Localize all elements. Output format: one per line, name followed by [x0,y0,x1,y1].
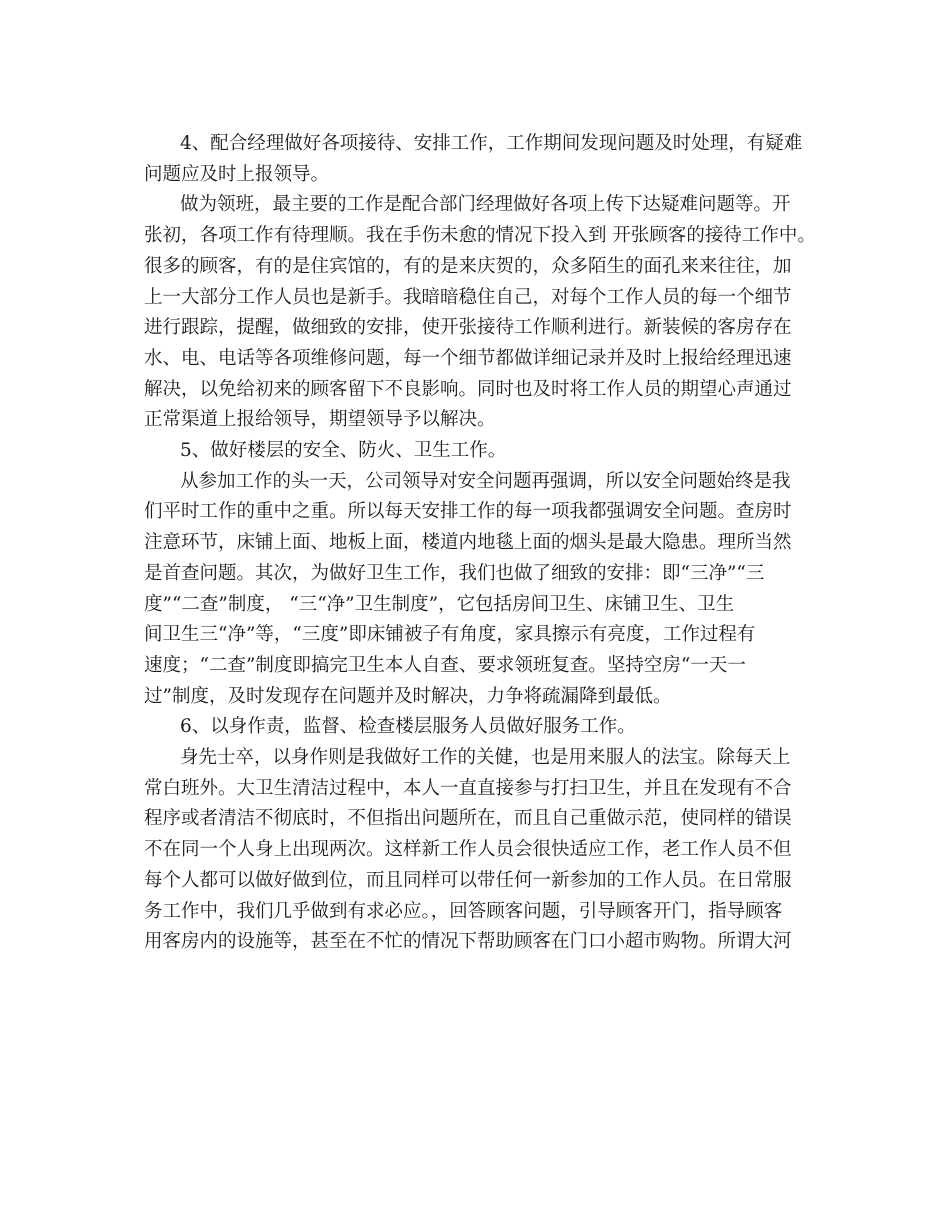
text-line: 是首查问题。其次，为做好卫生工作，我们也做了细致的安排：即“三净”“三 [144,562,765,584]
text-line: 进行跟踪，提醒，做细致的安排，使开张接待工作顺利进行。新装候的客房存在 [144,317,792,339]
text-line: 度”“二查”制度， “三“净”卫生制度”，它包括房间卫生、床铺卫生、卫生 [144,593,735,615]
text-line: 解决，以免给初来的顾客留下不良影响。同时也及时将工作人员的期望心声通过 [144,378,792,400]
text-line: 5、做好楼层的安全、防火、卫生工作。 [180,440,507,461]
text-line: 水、电、电话等各项维修问题，每一个细节都做详细记录并及时上报给经理迅速 [144,347,792,369]
text-line: 程序或者清洁不彻底时，不但指出问题所在，而且自己重做示范，使同样的错误 [144,808,792,830]
text-line: 速度；“二查”制度即搞完卫生本人自查、要求领班复查。坚持空房“一天一 [144,654,746,676]
text-line: 用客房内的设施等，甚至在不忙的情况下帮助顾客在门口小超市购物。所谓大河 [144,931,792,953]
text-line: 张初，各项工作有待理顺。我在手伤未愈的情况下投入到 开张顾客的接待工作中。 [144,225,816,247]
text-line: 很多的顾客，有的是住宾馆的，有的是来庆贺的，众多陌生的面孔来来往往，加 [144,255,792,277]
text-line: 问题应及时上报领导。 [144,163,330,185]
text-line: 们平时工作的重中之重。所以每天安排工作的每一项我都强调安全问题。查房时 [144,501,792,523]
text-line: 从参加工作的头一天，公司领导对安全问题再强调，所以安全问题始终是我 [180,470,791,492]
text-line: 身先士卒，以身作则是我做好工作的关健，也是用来服人的法宝。除每天上 [180,747,791,768]
text-line: 4、配合经理做好各项接待、安排工作，工作期间发现问题及时处理，有疑难 [180,133,803,154]
text-line: 每个人都可以做好做到位，而且同样可以带任何一新参加的工作人员。在日常服 [144,869,792,891]
text-line: 上一大部分工作人员也是新手。我暗暗稳住自己，对每个工作人员的每一个细节 [144,286,792,308]
text-line: 过”制度，及时发现存在问题并及时解决，力争将疏漏降到最低。 [144,685,672,707]
text-line: 间卫生三“净”等，“三度”即床铺被子有角度，家具擦示有亮度，工作过程有 [144,624,756,646]
text-line: 注意环节，床铺上面、地板上面，楼道内地毯上面的烟头是最大隐患。理所当然 [144,532,792,554]
text-line: 务工作中，我们几乎做到有求必应。，回答顾客问题，引导顾客开门，指导顾客 [144,900,783,922]
text-line: 常白班外。大卫生清洁过程中，本人一直直接参与打扫卫生，并且在发现有不合 [144,777,792,799]
text-line: 6、以身作责，监督、检查楼层服务人员做好服务工作。 [180,716,636,738]
text-line: 正常渠道上报给领导，期望领导予以解决。 [144,409,496,431]
text-line: 做为领班，最主要的工作是配合部门经理做好各项上传下达疑难问题等。开 [180,194,791,216]
text-line: 不在同一个人身上出现两次。这样新工作人员会很快适应工作，老工作人员不但 [144,839,792,861]
